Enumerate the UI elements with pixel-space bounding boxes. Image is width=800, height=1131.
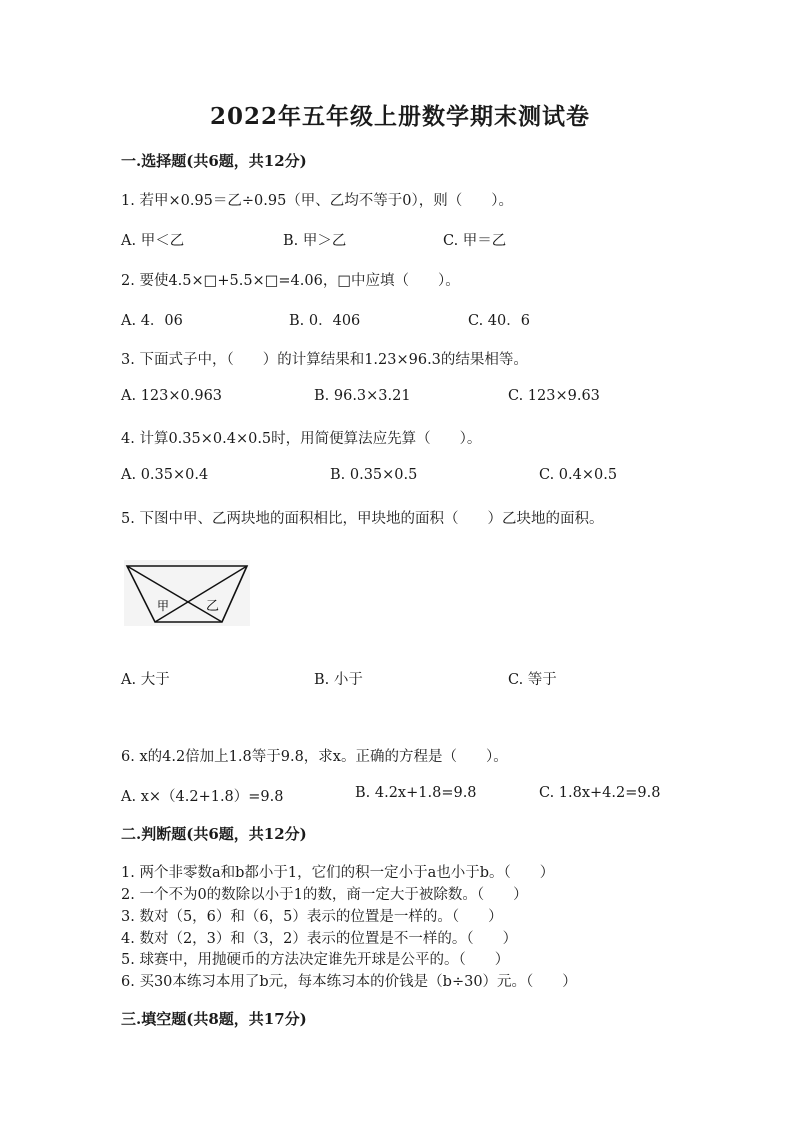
- question-5: 5. 下图中甲、乙两块地的面积相比，甲块地的面积（ ）乙块地的面积。: [121, 511, 604, 527]
- question-4-option-c: C. 0.4×0.5: [539, 467, 618, 483]
- label-jia: 甲: [157, 599, 170, 613]
- question-1: 1. 若甲×0.95＝乙÷0.95（甲、乙均不等于0），则（ ）。: [121, 193, 514, 209]
- question-1-option-c: C. 甲＝乙: [443, 233, 507, 249]
- question-2-option-b: B. 0．406: [289, 313, 361, 329]
- section-heading-judgement: 二.判断题(共6题，共12分): [121, 825, 307, 843]
- judgement-item: 2. 一个不为0的数除以小于1的数，商一定大于被除数。（ ）: [121, 887, 528, 903]
- judgement-item: 1. 两个非零数a和b都小于1，它们的积一定小于a也小于b。（ ）: [121, 865, 555, 881]
- section-heading-fill-blank: 三.填空题(共8题，共17分): [121, 1010, 307, 1028]
- question-3: 3. 下面式子中，（ ）的计算结果和1.23×96.3的结果相等。: [121, 352, 528, 368]
- question-6: 6. x的4.2倍加上1.8等于9.8，求x。正确的方程是（ ）。: [121, 749, 508, 765]
- figure-background: [124, 560, 250, 626]
- question-1-option-a: A. 甲＜乙: [121, 233, 185, 249]
- question-4-option-a: A. 0.35×0.4: [121, 467, 209, 483]
- question-4: 4. 计算0.35×0.4×0.5时，用简便算法应先算（ ）。: [121, 431, 482, 447]
- judgement-item: 6. 买30本练习本用了b元，每本练习本的价钱是（b÷30）元。（ ）: [121, 974, 577, 990]
- judgement-item: 4. 数对（2，3）和（3，2）表示的位置是不一样的。（ ）: [121, 931, 518, 947]
- question-3-option-b: B. 96.3×3.21: [314, 388, 411, 404]
- question-2-option-a: A. 4．06: [121, 313, 183, 329]
- page-title: 2022年五年级上册数学期末测试卷: [209, 103, 590, 130]
- question-5-option-c: C. 等于: [508, 672, 557, 688]
- question-3-option-c: C. 123×9.63: [508, 388, 600, 404]
- trapezoid-figure: [124, 560, 250, 626]
- question-6-option-c: C. 1.8x+4.2=9.8: [539, 785, 661, 801]
- section-heading-choice: 一.选择题(共6题，共12分): [121, 152, 307, 170]
- question-1-option-b: B. 甲＞乙: [283, 233, 347, 249]
- judgement-item: 5. 球赛中，用抛硬币的方法决定谁先开球是公平的。（ ）: [121, 952, 510, 968]
- label-yi: 乙: [206, 599, 220, 614]
- question-2-option-c: C. 40．6: [468, 313, 530, 329]
- question-3-option-a: A. 123×0.963: [121, 388, 223, 404]
- question-2: 2. 要使4.5×□+5.5×□=4.06，□中应填（ ）。: [121, 273, 460, 289]
- question-5-option-b: B. 小于: [314, 672, 363, 688]
- question-5-option-a: A. 大于: [121, 672, 170, 688]
- question-6-option-a: A. x×（4.2+1.8）=9.8: [121, 789, 284, 805]
- question-6-option-b: B. 4.2x+1.8=9.8: [355, 785, 477, 801]
- question-4-option-b: B. 0.35×0.5: [330, 467, 418, 483]
- judgement-item: 3. 数对（5，6）和（6，5）表示的位置是一样的。（ ）: [121, 909, 503, 925]
